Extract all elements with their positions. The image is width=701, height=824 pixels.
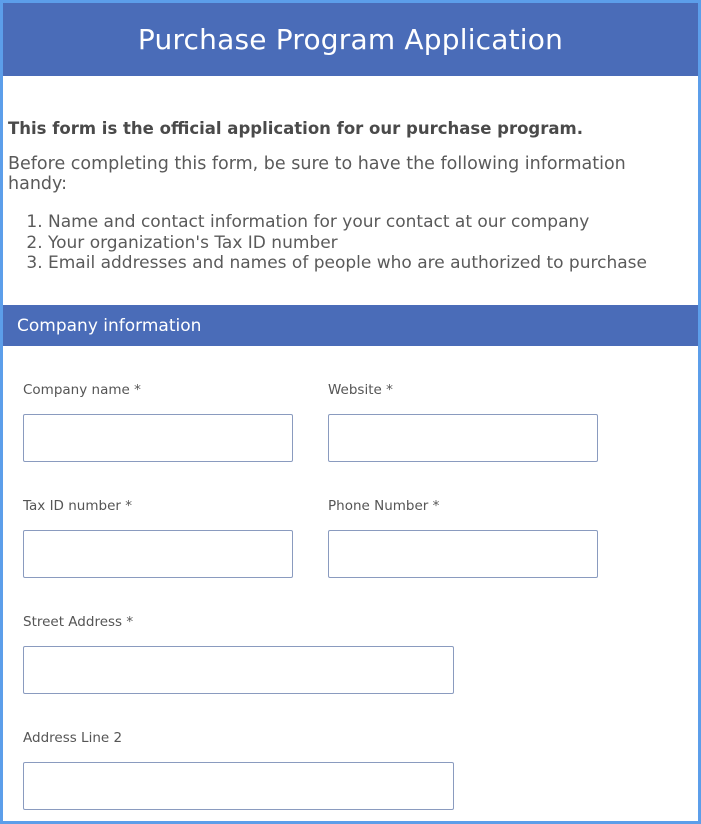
section-header-company bbox=[3, 305, 698, 346]
list-item: 3. Email addresses and names of people who are authorized to purchase bbox=[48, 253, 688, 274]
company-name-label: Company name * bbox=[23, 382, 141, 398]
phone-number-label: Phone Number * bbox=[328, 498, 440, 514]
address-line-2-input[interactable] bbox=[23, 762, 454, 810]
intro-bold-line: This form is the official application for our purchase program. bbox=[8, 119, 583, 138]
list-item: 1. Name and contact information for your contact at our company bbox=[48, 212, 688, 233]
tax-id-input[interactable] bbox=[23, 530, 293, 578]
phone-number-input[interactable] bbox=[328, 530, 598, 578]
intro-lead: Before completing this form, be sure to have the following information handy: bbox=[8, 154, 626, 194]
page-title: Purchase Program Application bbox=[137, 23, 564, 56]
website-input[interactable] bbox=[328, 414, 598, 462]
address-line-2-label: Address Line 2 bbox=[23, 730, 123, 746]
street-address-input[interactable] bbox=[23, 646, 454, 694]
section-title: Company information bbox=[17, 315, 202, 336]
requirements-list bbox=[8, 212, 688, 274]
intro-section bbox=[8, 119, 688, 274]
street-address-label: Street Address * bbox=[23, 614, 134, 630]
website-label: Website * bbox=[328, 382, 393, 398]
company-name-input[interactable] bbox=[23, 414, 293, 462]
list-item: 2. Your organization's Tax ID number bbox=[48, 233, 688, 254]
tax-id-label: Tax ID number * bbox=[23, 498, 132, 514]
title-bar bbox=[3, 3, 698, 76]
